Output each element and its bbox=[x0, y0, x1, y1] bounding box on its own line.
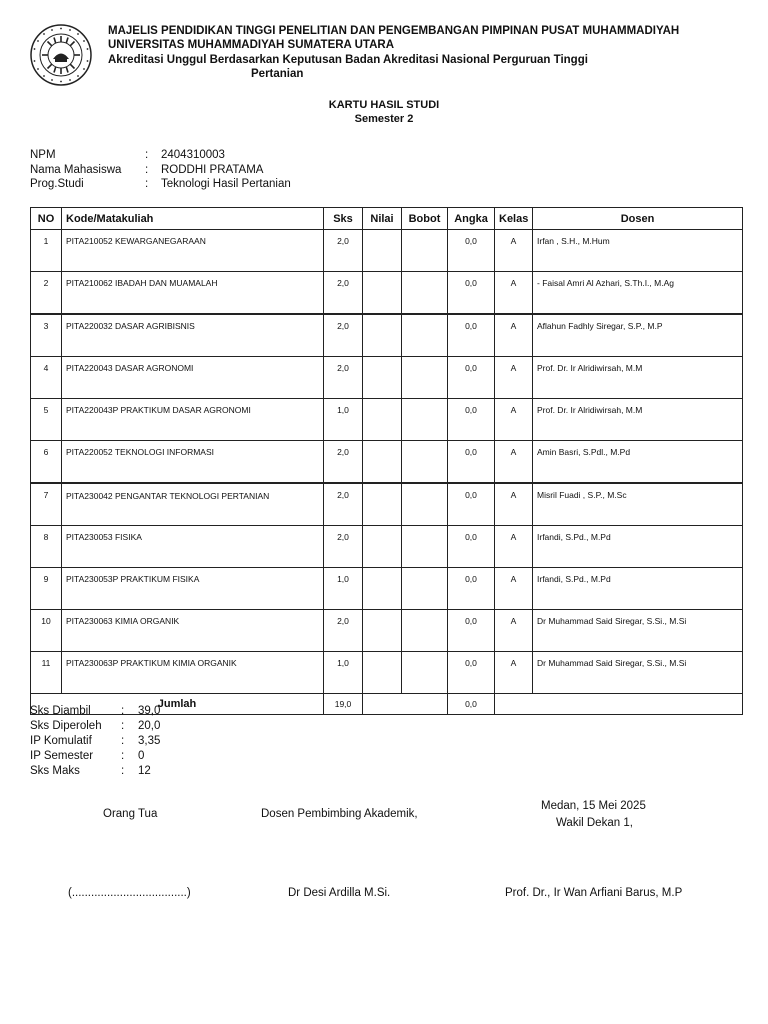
cell-no: 4 bbox=[31, 357, 62, 399]
page-title: KARTU HASIL STUDI bbox=[328, 99, 440, 111]
header-ministry: MAJELIS PENDIDIKAN TINGGI PENELITIAN DAN PENGEMBANGAN PIMPINAN PUSAT MUHAMMADIYAH bbox=[108, 25, 680, 37]
summary-value: 12 bbox=[138, 765, 151, 777]
cell-angka: 0,0 bbox=[448, 441, 495, 484]
cell-dosen: Irfandi, S.Pd., M.Pd bbox=[533, 568, 743, 610]
cell-no: 11 bbox=[31, 652, 62, 694]
info-value: RODDHI PRATAMA bbox=[161, 164, 264, 176]
cell-angka: 0,0 bbox=[448, 272, 495, 315]
table-row bbox=[31, 399, 743, 441]
summary-value: 3,35 bbox=[138, 735, 161, 747]
info-separator: : bbox=[145, 164, 149, 176]
cell-angka: 0,0 bbox=[448, 230, 495, 272]
table-row bbox=[31, 568, 743, 610]
university-seal-icon bbox=[30, 24, 92, 86]
cell-kelas: A bbox=[495, 483, 533, 526]
summary-separator: : bbox=[121, 750, 125, 762]
summary-separator: : bbox=[121, 735, 125, 747]
cell-nilai bbox=[363, 483, 402, 526]
dosen-pa-name: Dr Desi Ardilla M.Si. bbox=[288, 887, 391, 899]
col-header-sks: Sks bbox=[324, 208, 363, 230]
summary-label: IP Komulatif bbox=[30, 735, 92, 747]
cell-dosen: Irfandi, S.Pd., M.Pd bbox=[533, 526, 743, 568]
info-separator: : bbox=[145, 149, 149, 161]
cell-nilai bbox=[363, 568, 402, 610]
total-empty bbox=[495, 694, 743, 715]
cell-nilai bbox=[363, 441, 402, 484]
total-label: Jumlah bbox=[31, 694, 324, 715]
header-university: UNIVERSITAS MUHAMMADIYAH SUMATERA UTARA bbox=[108, 39, 395, 51]
cell-nilai bbox=[363, 610, 402, 652]
cell-dosen: Aflahun Fadhly Siregar, S.P., M.P bbox=[533, 314, 743, 357]
cell-kelas: A bbox=[495, 314, 533, 357]
cell-kode: PITA210062 IBADAH DAN MUAMALAH bbox=[62, 272, 324, 315]
cell-no: 5 bbox=[31, 399, 62, 441]
cell-dosen: Irfan , S.H., M.Hum bbox=[533, 230, 743, 272]
cell-sks: 2,0 bbox=[324, 357, 363, 399]
summary-value: 20,0 bbox=[138, 720, 161, 732]
cell-kelas: A bbox=[495, 230, 533, 272]
cell-bobot bbox=[402, 483, 448, 526]
cell-dosen: Amin Basri, S.Pdl., M.Pd bbox=[533, 441, 743, 484]
cell-kelas: A bbox=[495, 526, 533, 568]
summary-label: IP Semester bbox=[30, 750, 94, 762]
cell-angka: 0,0 bbox=[448, 483, 495, 526]
cell-kelas: A bbox=[495, 441, 533, 484]
total-sks: 19,0 bbox=[324, 694, 363, 715]
cell-no: 7 bbox=[31, 483, 62, 526]
cell-nilai bbox=[363, 272, 402, 315]
cell-kelas: A bbox=[495, 652, 533, 694]
cell-dosen: Dr Muhammad Said Siregar, S.Si., M.Si bbox=[533, 610, 743, 652]
cell-nilai bbox=[363, 652, 402, 694]
cell-kelas: A bbox=[495, 610, 533, 652]
table-row bbox=[31, 357, 743, 399]
cell-dosen: Prof. Dr. Ir Alridiwirsah, M.M bbox=[533, 399, 743, 441]
cell-nilai bbox=[363, 230, 402, 272]
cell-bobot bbox=[402, 610, 448, 652]
summary-separator: : bbox=[121, 705, 125, 717]
cell-no: 6 bbox=[31, 441, 62, 484]
total-empty bbox=[363, 694, 448, 715]
wakil-dekan-name: Prof. Dr., Ir Wan Arfiani Barus, M.P bbox=[505, 887, 683, 899]
summary-value: 39,0 bbox=[138, 705, 161, 717]
cell-kode: PITA220043P PRAKTIKUM DASAR AGRONOMI bbox=[62, 399, 324, 441]
semester-label: Semester 2 bbox=[354, 113, 414, 125]
summary-separator: : bbox=[121, 720, 125, 732]
cell-bobot bbox=[402, 441, 448, 484]
table-row bbox=[31, 652, 743, 694]
cell-bobot bbox=[402, 272, 448, 315]
cell-bobot bbox=[402, 652, 448, 694]
table-header-row bbox=[31, 208, 743, 230]
university-logo bbox=[30, 24, 92, 86]
col-header-nilai: Nilai bbox=[363, 208, 402, 230]
cell-kode: PITA230053 FISIKA bbox=[62, 526, 324, 568]
table-row bbox=[31, 526, 743, 568]
cell-sks: 2,0 bbox=[324, 526, 363, 568]
cell-sks: 2,0 bbox=[324, 272, 363, 315]
cell-angka: 0,0 bbox=[448, 314, 495, 357]
cell-kode: PITA230063P PRAKTIKUM KIMIA ORGANIK bbox=[62, 652, 324, 694]
cell-bobot bbox=[402, 568, 448, 610]
cell-no: 8 bbox=[31, 526, 62, 568]
cell-nilai bbox=[363, 357, 402, 399]
grades-table bbox=[30, 207, 743, 715]
cell-kode: PITA230053P PRAKTIKUM FISIKA bbox=[62, 568, 324, 610]
info-label: Nama Mahasiswa bbox=[30, 164, 122, 176]
cell-sks: 1,0 bbox=[324, 652, 363, 694]
cell-no: 2 bbox=[31, 272, 62, 315]
cell-angka: 0,0 bbox=[448, 526, 495, 568]
table-row bbox=[31, 272, 743, 315]
cell-dosen: Dr Muhammad Said Siregar, S.Si., M.Si bbox=[533, 652, 743, 694]
cell-kode: PITA230063 KIMIA ORGANIK bbox=[62, 610, 324, 652]
cell-dosen: Prof. Dr. Ir Alridiwirsah, M.M bbox=[533, 357, 743, 399]
table-row bbox=[31, 483, 743, 526]
cell-angka: 0,0 bbox=[448, 610, 495, 652]
dosen-pa-title: Dosen Pembimbing Akademik, bbox=[261, 808, 418, 820]
header-faculty: Pertanian bbox=[251, 68, 304, 80]
cell-kode: PITA220052 TEKNOLOGI INFORMASI bbox=[62, 441, 324, 484]
cell-bobot bbox=[402, 314, 448, 357]
summary-label: Sks Maks bbox=[30, 765, 80, 777]
info-label: NPM bbox=[30, 149, 56, 161]
col-header-kelas: Kelas bbox=[495, 208, 533, 230]
cell-sks: 2,0 bbox=[324, 314, 363, 357]
col-header-bobot: Bobot bbox=[402, 208, 448, 230]
cell-no: 3 bbox=[31, 314, 62, 357]
cell-sks: 2,0 bbox=[324, 441, 363, 484]
cell-angka: 0,0 bbox=[448, 568, 495, 610]
header-accreditation: Akreditasi Unggul Berdasarkan Keputusan Badan Akreditasi Nasional Perguruan Tinggi bbox=[108, 54, 588, 66]
cell-no: 9 bbox=[31, 568, 62, 610]
cell-kode: PITA220043 DASAR AGRONOMI bbox=[62, 357, 324, 399]
cell-bobot bbox=[402, 230, 448, 272]
cell-nilai bbox=[363, 526, 402, 568]
info-label: Prog.Studi bbox=[30, 178, 84, 190]
orang-tua-title: Orang Tua bbox=[103, 808, 158, 820]
cell-kelas: A bbox=[495, 272, 533, 315]
cell-angka: 0,0 bbox=[448, 399, 495, 441]
cell-angka: 0,0 bbox=[448, 652, 495, 694]
table-row bbox=[31, 441, 743, 484]
cell-kode: PITA220032 DASAR AGRIBISNIS bbox=[62, 314, 324, 357]
wakil-dekan-title: Wakil Dekan 1, bbox=[556, 817, 633, 829]
summary-value: 0 bbox=[138, 750, 145, 762]
cell-no: 1 bbox=[31, 230, 62, 272]
cell-dosen: Misril Fuadi , S.P., M.Sc bbox=[533, 483, 743, 526]
place-date: Medan, 15 Mei 2025 bbox=[541, 800, 646, 812]
cell-sks: 1,0 bbox=[324, 568, 363, 610]
col-header-kode: Kode/Matakuliah bbox=[62, 208, 324, 230]
cell-bobot bbox=[402, 526, 448, 568]
summary-label: Sks Diperoleh bbox=[30, 720, 102, 732]
cell-sks: 2,0 bbox=[324, 483, 363, 526]
cell-dosen: - Faisal Amri Al Azhari, S.Th.I., M.Ag bbox=[533, 272, 743, 315]
table-row bbox=[31, 230, 743, 272]
cell-sks: 2,0 bbox=[324, 610, 363, 652]
cell-nilai bbox=[363, 399, 402, 441]
col-header-no: NO bbox=[31, 208, 62, 230]
info-value: Teknologi Hasil Pertanian bbox=[161, 178, 291, 190]
info-separator: : bbox=[145, 178, 149, 190]
orang-tua-signature: (....................................) bbox=[68, 887, 191, 899]
cell-sks: 1,0 bbox=[324, 399, 363, 441]
cell-angka: 0,0 bbox=[448, 357, 495, 399]
cell-kelas: A bbox=[495, 399, 533, 441]
summary-label: Sks Diambil bbox=[30, 705, 91, 717]
cell-kode: PITA230042 PENGANTAR TEKNOLOGI PERTANIAN bbox=[62, 483, 324, 526]
cell-bobot bbox=[402, 399, 448, 441]
info-value: 2404310003 bbox=[161, 149, 225, 161]
table-row bbox=[31, 314, 743, 357]
summary-separator: : bbox=[121, 765, 125, 777]
total-angka: 0,0 bbox=[448, 694, 495, 715]
cell-bobot bbox=[402, 357, 448, 399]
cell-no: 10 bbox=[31, 610, 62, 652]
cell-kode: PITA210052 KEWARGANEGARAAN bbox=[62, 230, 324, 272]
cell-nilai bbox=[363, 314, 402, 357]
table-row bbox=[31, 610, 743, 652]
cell-kelas: A bbox=[495, 568, 533, 610]
cell-sks: 2,0 bbox=[324, 230, 363, 272]
cell-kelas: A bbox=[495, 357, 533, 399]
col-header-dosen: Dosen bbox=[533, 208, 743, 230]
col-header-angka: Angka bbox=[448, 208, 495, 230]
